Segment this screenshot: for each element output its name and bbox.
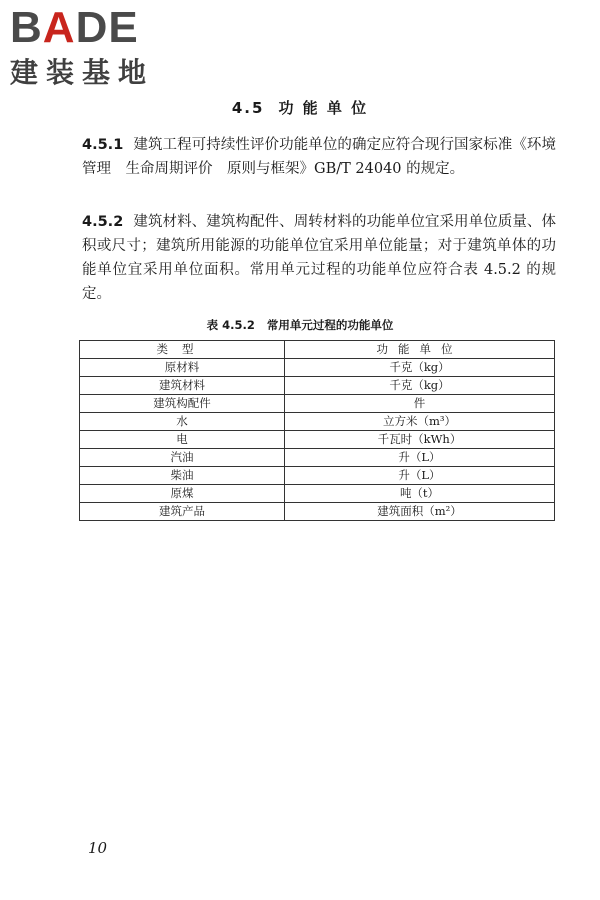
table-row [80, 377, 555, 395]
bade-logo [10, 3, 180, 89]
table-number: 表 4.5.2 [206, 318, 255, 332]
clause-4-5-1 [82, 133, 556, 181]
table-title: 常用单元过程的功能单位 [266, 318, 394, 332]
page-number: 10 [88, 839, 108, 857]
unit-cell: 建筑面积（m²） [285, 503, 555, 521]
table-row [80, 485, 555, 503]
type-cell: 原煤 [80, 485, 285, 503]
unit-cell: 千瓦时（kWh） [285, 431, 555, 449]
table-row [80, 431, 555, 449]
type-cell: 建筑构配件 [80, 395, 285, 413]
functional-units-table [79, 340, 555, 521]
clause-4-5-2 [82, 210, 556, 306]
logo-letter-a-accent: A [42, 3, 76, 52]
type-cell: 柴油 [80, 467, 285, 485]
unit-cell: 千克（kg） [285, 359, 555, 377]
header-functional-unit: 功能单位 [285, 341, 555, 359]
clause-text: 建筑工程可持续性评价功能单位的确定应符合现行国家标准《环境管理 生命周期评价 原则与框架》GB/T 24040 的规定。 [82, 137, 556, 177]
type-cell: 建筑产品 [80, 503, 285, 521]
clause-number: 4.5.1 [82, 137, 124, 153]
header-type: 类型 [80, 341, 285, 359]
table-row [80, 503, 555, 521]
logo-letters-de: DE [75, 3, 139, 52]
table-row [80, 359, 555, 377]
table-header-row [80, 341, 555, 359]
table-row [80, 449, 555, 467]
unit-cell: 立方米（m³） [285, 413, 555, 431]
unit-cell: 升（L） [285, 467, 555, 485]
unit-cell: 升（L） [285, 449, 555, 467]
section-heading [0, 98, 600, 118]
table-caption [0, 317, 600, 333]
section-title: 功 能 单 位 [278, 99, 369, 117]
type-cell: 电 [80, 431, 285, 449]
section-number: 4.5 [231, 99, 265, 117]
type-cell: 汽油 [80, 449, 285, 467]
unit-cell: 千克（kg） [285, 377, 555, 395]
type-cell: 原材料 [80, 359, 285, 377]
unit-cell: 件 [285, 395, 555, 413]
clause-text: 建筑材料、建筑构配件、周转材料的功能单位宜采用单位质量、体积或尺寸；建筑所用能源的功能单位宜采用单位能量；对于建筑单体的功能单位宜采用单位面积。常用单元过程的功能单位应符合表 4.5.2 的规定。 [82, 214, 556, 302]
unit-cell: 吨（t） [285, 485, 555, 503]
type-cell: 建筑材料 [80, 377, 285, 395]
logo-letter-b: B [10, 3, 43, 52]
table-row [80, 467, 555, 485]
logo-wordmark [10, 3, 180, 52]
table-row [80, 413, 555, 431]
table-row [80, 395, 555, 413]
logo-subtitle: 建装基地 [10, 56, 155, 89]
type-cell: 水 [80, 413, 285, 431]
clause-number: 4.5.2 [82, 214, 124, 230]
